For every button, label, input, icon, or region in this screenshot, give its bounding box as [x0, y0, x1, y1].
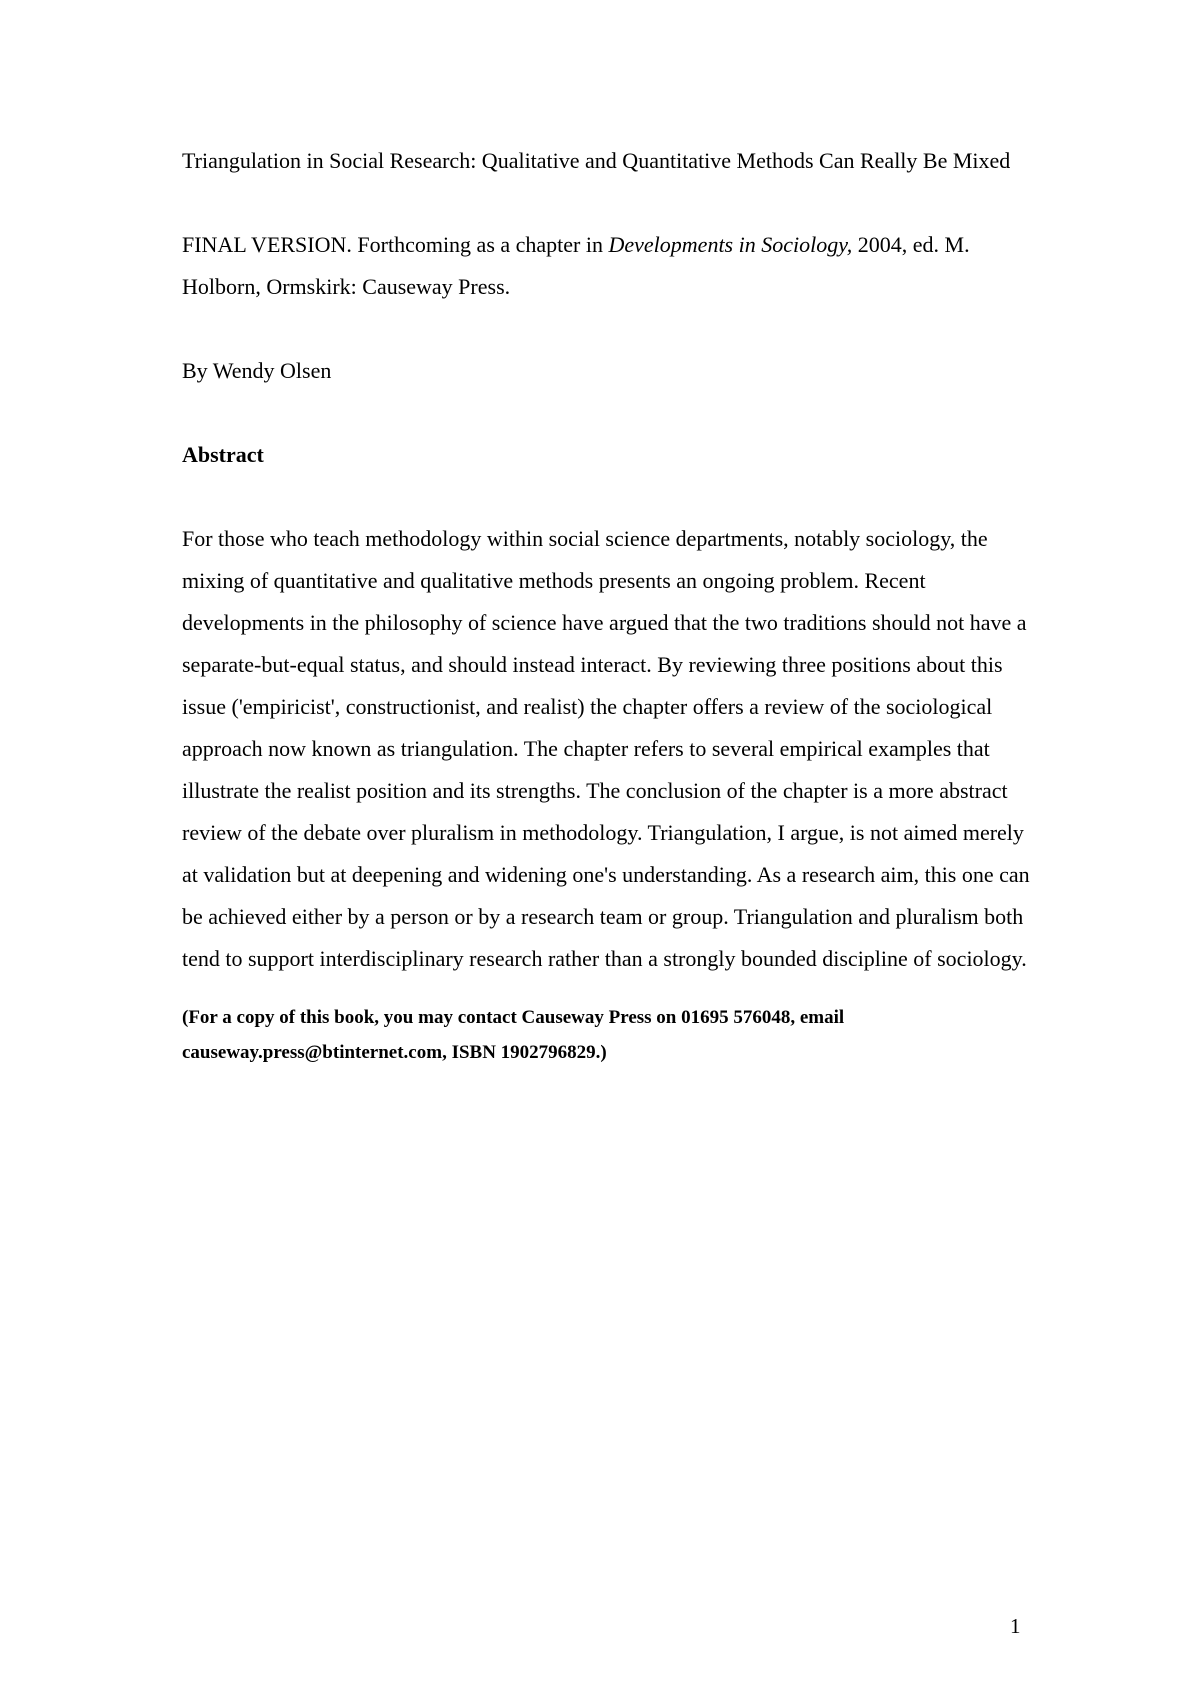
page-number: 1 — [1010, 1614, 1021, 1638]
contact-note: (For a copy of this book, you may contact Causeway Press on 01695 576048, email causeway.press@btinternet.com, ISBN 1902796829.) — [182, 1007, 845, 1063]
abstract-text: For those who teach methodology within social science departments, notably sociology, the mixing of quantitative and qualitative methods presents an ongoing problem. Recent developments in the philosophy of science have argued that the two traditions should not have a separate-but-equal status, and should instead interact. By reviewing three positions about this issue ('empiricist', constructionist, and realist) the chapter offers a review of the sociological approach now known as triangulation. The chapter refers to several empirical examples that illustrate the realist position and its strengths. The conclusion of the chapter is a more abstract review of the debate over pluralism in methodology. Triangulation, I argue, is not aimed merely at validation but at deepening and widening one's understanding. As a research aim, this one can be achieved either by a person or by a research team or group. Triangulation and pluralism both tend to support interdisciplinary research rather than a strongly bounded discipline of sociology. — [182, 526, 1030, 971]
author-line: By Wendy Olsen — [182, 358, 332, 383]
version-note — [182, 224, 1042, 308]
version-prefix: FINAL VERSION. Forthcoming as a chapter in — [182, 232, 609, 257]
document-title: Triangulation in Social Research: Qualitative and Quantitative Methods Can Really Be Mixed — [182, 148, 1011, 173]
page-content — [182, 140, 1042, 1070]
version-suffix: 2004, ed. M. Holborn, Ormskirk: Causeway Press. — [182, 232, 970, 299]
abstract-heading: Abstract — [182, 442, 264, 467]
book-title: Developments in Sociology, — [608, 232, 853, 257]
